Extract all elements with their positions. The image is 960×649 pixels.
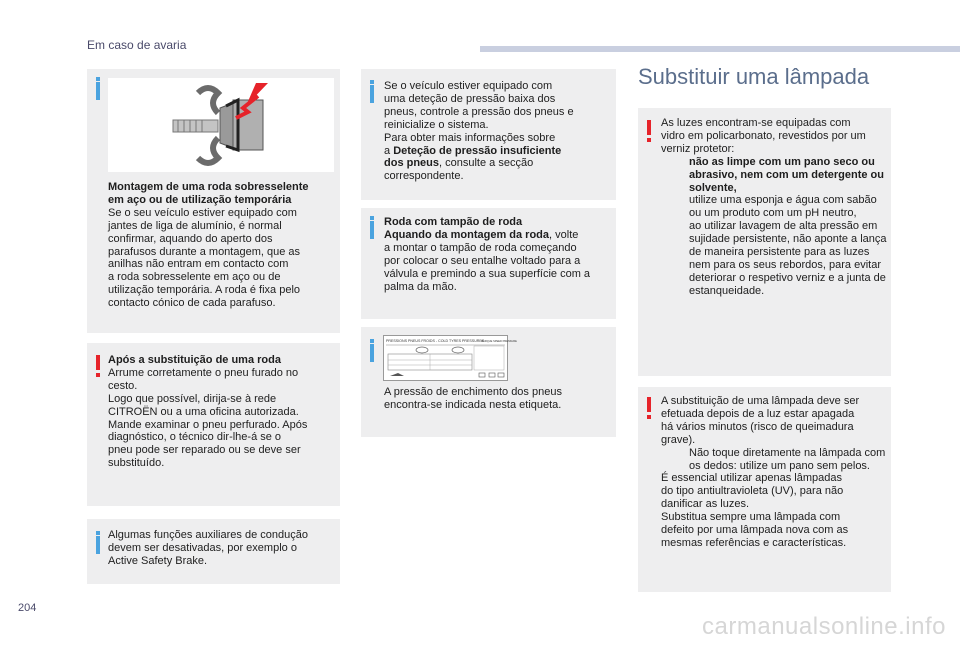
body-line: Logo que possível, dirija-se à rede: [108, 392, 277, 405]
body-line: reinicialize o sistema.: [384, 118, 489, 131]
body-line: vidro em policarbonato, revestidos por um: [661, 129, 866, 142]
bolt-drawing: [108, 78, 334, 172]
body-line: A substituição de uma lâmpada deve ser: [661, 395, 860, 407]
info-icon-dot: [96, 531, 100, 535]
body-line: As luzes encontram-se equipadas com: [661, 117, 851, 129]
body-line: parafusos durante a montagem, que as: [108, 245, 301, 258]
body-line: palma da mão.: [384, 280, 457, 293]
info-icon: [370, 221, 374, 239]
bullet-item: [661, 194, 889, 220]
body-line: cesto.: [108, 379, 138, 392]
body-line: Algumas funções auxiliares de condução: [108, 529, 308, 541]
body-line: Se o veículo estiver equipado com: [384, 80, 553, 92]
wheel-bolt-illustration: [108, 78, 334, 172]
body-line: a roda sobresselente em aço ou de: [108, 271, 281, 284]
body-line: Substitua sempre uma lâmpada com: [661, 511, 841, 524]
pressure-label-text: [384, 386, 614, 412]
info-icon-dot: [96, 77, 100, 81]
wheel-mounting-text: [108, 181, 340, 310]
info-icon: [96, 536, 100, 554]
hubcap-heading: Roda com tampão de roda: [384, 216, 523, 228]
warning-icon-dot: [647, 138, 651, 142]
body-line: grave).: [661, 433, 696, 446]
body-line: defeito por uma lâmpada nova com as: [661, 524, 849, 537]
body-line: devem ser desativadas, por exemplo o: [108, 541, 297, 554]
wheel-mounting-heading-1: Montagem de uma roda sobresselente: [108, 181, 309, 193]
warning-icon-dot: [96, 373, 100, 377]
header-bar: [480, 46, 960, 52]
body-line: A pressão de enchimento dos pneus: [384, 386, 562, 398]
bullet-text: utilize uma esponja e água com sabão ou um produto com um pH neutro,: [689, 194, 877, 220]
hubcap-subheading: Aquando da montagem da roda: [384, 228, 550, 241]
info-icon-dot: [370, 339, 374, 343]
section-title: Substituir uma lâmpada: [638, 64, 870, 89]
body-line: Mande examinar o pneu perfurado. Após: [108, 418, 308, 431]
body-line: encontra-se indicada nesta etiqueta.: [384, 398, 562, 411]
body-line: diagnóstico, o técnico dir-lhe-á se o: [108, 431, 282, 444]
warning-icon: [647, 397, 651, 412]
body-line: [384, 157, 614, 170]
info-icon: [370, 344, 374, 362]
body-line: CITROËN ou a uma oficina autorizada.: [108, 405, 299, 418]
body-line: válvula e premindo a sua superfície com a: [384, 267, 591, 280]
pressure-label-box: [361, 327, 616, 437]
pressure-label-drawing: [384, 336, 517, 380]
hubcap-text: [384, 216, 614, 293]
bullet-text: ao utilizar lavagem de alta pressão em sujidade persistente, não aponte a lança de maneira persistente para as luzes nem para os seus rebordos, para evitar deteriorar o respetivo verniz e a junta de estanqueidade.: [689, 220, 887, 297]
bullet-item: [661, 447, 889, 473]
after-wheel-change-heading: Após a substituição de uma roda: [108, 354, 281, 366]
bullet-text: não as limpe com um pano seco ou abrasivo, nem com um detergente ou solvente,: [689, 155, 884, 194]
body-line: Active Safety Brake.: [108, 554, 208, 567]
body-line: [384, 145, 614, 158]
warning-icon: [647, 120, 651, 135]
light-cleaning-box: [638, 108, 891, 376]
body-line: substituído.: [108, 457, 165, 470]
body-line: anilhas não entram em contacto com: [108, 258, 289, 271]
after-wheel-change-text: [108, 354, 340, 470]
text-prefix: a: [384, 144, 394, 157]
label-right: MARQUE SPEED PRESSURE: [481, 340, 517, 343]
body-line: Para obter mais informações sobre: [384, 131, 556, 144]
info-icon: [370, 85, 374, 103]
bullet-text: Não toque diretamente na lâmpada com os dedos: utilize um pano sem pelos.: [689, 446, 886, 472]
header-title: Em caso de avaria: [87, 38, 187, 52]
body-line: jantes de liga de alumínio, é normal: [108, 219, 282, 232]
body-line: Arrume corretamente o pneu furado no: [108, 366, 299, 379]
body-line: pneus, controle a pressão dos pneus e: [384, 105, 574, 118]
body-line: por colocar o seu entalhe voltado para a: [384, 254, 581, 267]
driving-aids-box: [87, 519, 340, 584]
label-title: PRESSIONS PNEUS FROIDS - COLD TYRES PRESSURES: [386, 339, 485, 343]
bullet-item: [661, 156, 889, 195]
wheel-mounting-heading-2: em aço ou de utilização temporária: [108, 193, 292, 206]
body-line: há vários minutos (risco de queimadura: [661, 420, 854, 433]
text-suffix: , consulte a secção: [439, 157, 534, 170]
info-icon: [96, 82, 100, 100]
body-line: Se o seu veículo estiver equipado com: [108, 206, 297, 219]
cross-reference: Deteção de pressão insuficiente: [393, 144, 562, 157]
body-line: confirmar, aquando do aperto dos: [108, 232, 273, 245]
body-line: correspondente.: [384, 170, 464, 183]
text-suffix: , volte: [549, 228, 579, 241]
tyre-pressure-detection-text: [384, 80, 614, 183]
body-line: uma deteção de pressão baixa dos: [384, 92, 556, 105]
bulb-replacement-box: [638, 387, 891, 592]
after-wheel-change-box: [87, 343, 340, 506]
body-line: mesmas referências e características.: [661, 536, 847, 549]
bulb-replacement-text: [661, 395, 889, 550]
page-number: 204: [18, 602, 37, 614]
body-line: utilização temporária. A roda é fixa pelo: [108, 284, 301, 297]
body-line: verniz protetor:: [661, 142, 735, 155]
body-line: do tipo antiultravioleta (UV), para não: [661, 485, 844, 498]
body-line: [384, 229, 614, 242]
info-icon-dot: [370, 216, 374, 220]
watermark: carmanualsonline.info: [702, 613, 946, 640]
hubcap-box: [361, 208, 616, 319]
body-line: efetuada depois de a luz estar apagada: [661, 407, 855, 420]
body-line: pneu pode ser reparado ou se deve ser: [108, 444, 301, 457]
warning-icon: [96, 355, 100, 370]
info-icon-dot: [370, 80, 374, 84]
tyre-pressure-detection-box: [361, 69, 616, 200]
cross-reference-cont: dos pneus: [384, 157, 440, 170]
light-cleaning-text: [661, 117, 889, 298]
bullet-item: [661, 220, 889, 297]
body-line: contacto cónico de cada parafuso.: [108, 297, 276, 310]
body-line: É essencial utilizar apenas lâmpadas: [661, 472, 842, 485]
driving-aids-text: [108, 529, 340, 568]
tyre-pressure-label-image: [383, 335, 517, 381]
warning-icon-dot: [647, 415, 651, 419]
body-line: a montar o tampão de roda começando: [384, 241, 577, 254]
wheel-mounting-box: [87, 69, 340, 333]
body-line: danificar as luzes.: [661, 498, 750, 511]
